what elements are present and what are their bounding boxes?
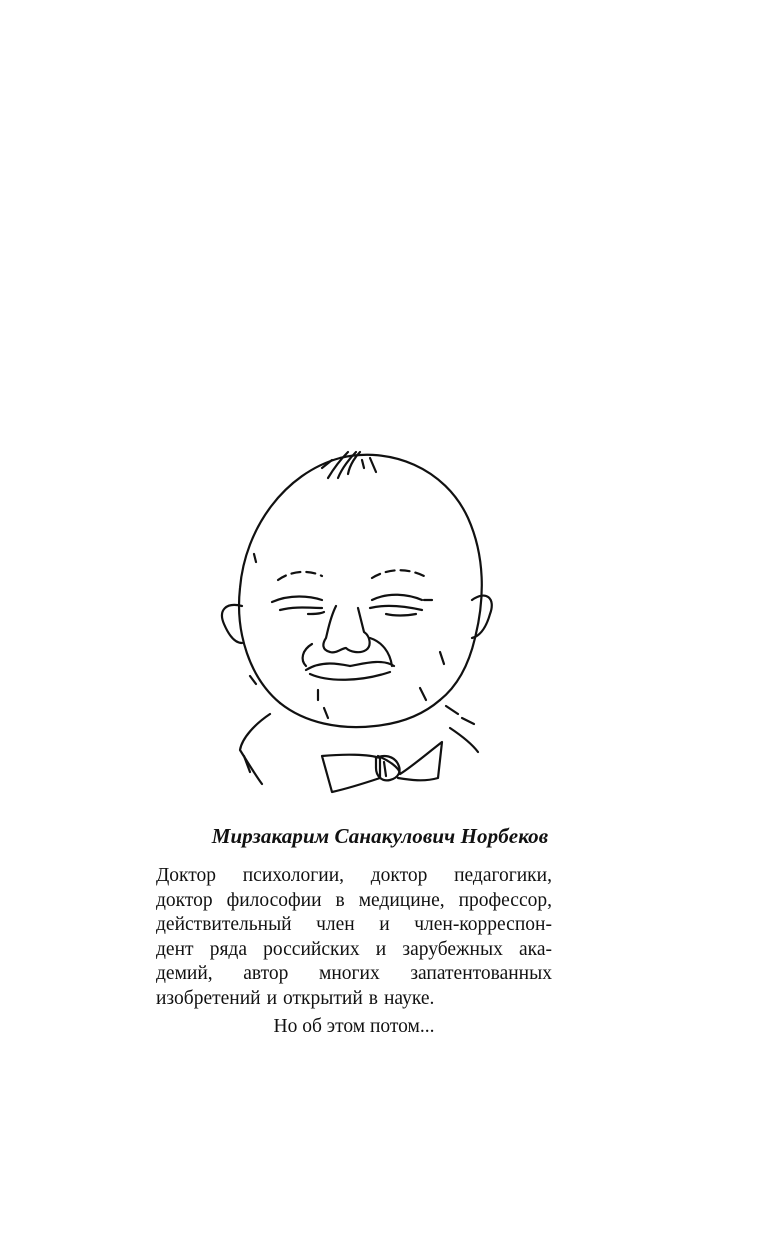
- bio-word: в: [368, 987, 378, 1009]
- author-caricature-illustration: [210, 438, 510, 800]
- bio-word: науке.: [383, 987, 435, 1009]
- bio-word: запатентованных: [410, 963, 552, 985]
- bio-word: Доктор: [156, 865, 217, 886]
- bio-closing-line: Но об этом потом...: [273, 1016, 435, 1037]
- bio-word: и: [379, 914, 390, 936]
- bio-word: профессор,: [458, 889, 552, 911]
- bio-word: ака-: [518, 938, 552, 960]
- bio-word: дент: [156, 938, 194, 960]
- bio-line: [156, 864, 552, 889]
- baby-face-caricature-icon: [210, 438, 510, 800]
- bio-word: в: [335, 889, 345, 911]
- bio-line: [156, 938, 552, 963]
- bio-line: [156, 987, 552, 1012]
- bio-word: ряда: [209, 938, 247, 960]
- author-name: Мирзакарим Санакулович Норбеков: [211, 824, 549, 848]
- bio-word: автор: [243, 963, 289, 985]
- bio-word: демий,: [156, 963, 213, 985]
- bio-word: российских: [263, 938, 360, 960]
- bio-line: [156, 913, 552, 938]
- bio-word: открытий: [283, 987, 363, 1009]
- bio-word: и: [266, 987, 278, 1009]
- bio-word: и: [375, 938, 387, 960]
- bio-word: философии: [226, 889, 322, 911]
- bio-word: психологии,: [242, 865, 345, 886]
- bio-word: многих: [319, 963, 380, 985]
- author-bio: [156, 864, 552, 1012]
- bio-word: член-корреспон-: [414, 914, 552, 936]
- bio-word: зарубежных: [402, 938, 503, 960]
- bio-word: педагогики,: [454, 865, 552, 886]
- bio-word: доктор: [156, 889, 213, 911]
- bio-word: медицине,: [358, 889, 445, 911]
- bio-word: действительный: [156, 914, 292, 936]
- bio-word: изобретений: [156, 987, 261, 1009]
- bio-line: [156, 889, 552, 914]
- bio-line: [156, 962, 552, 987]
- bio-word: член: [316, 914, 355, 936]
- bio-word: доктор: [370, 865, 428, 886]
